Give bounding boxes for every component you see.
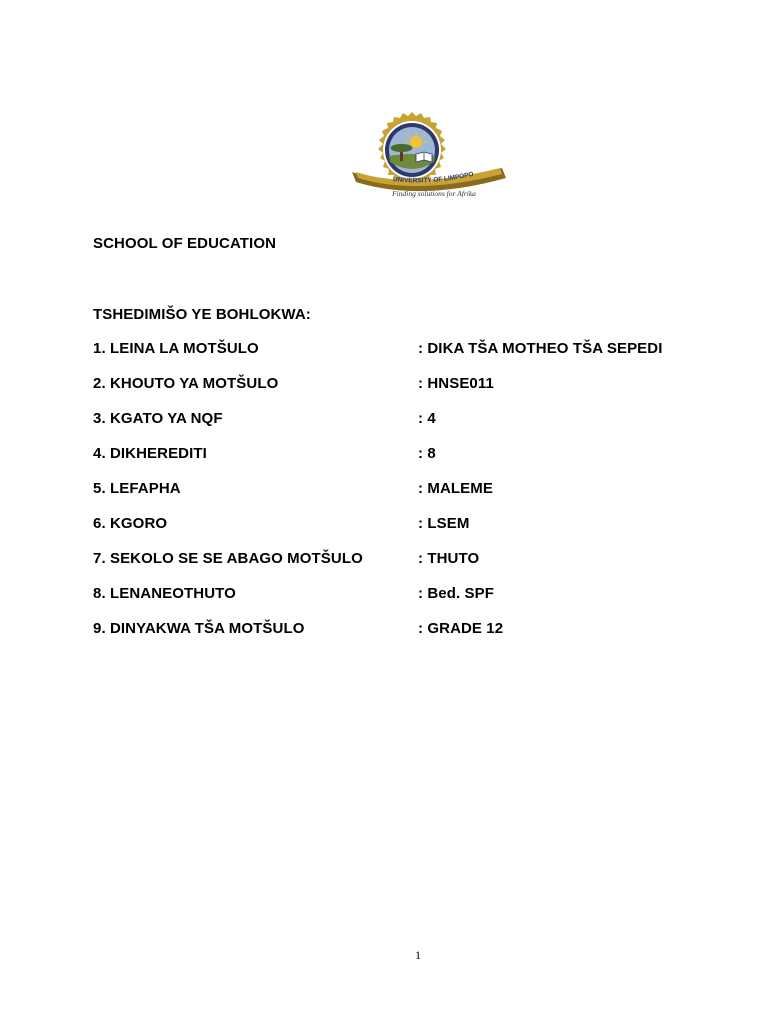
info-label: 2. KHOUTO YA MOTŠULO <box>93 375 279 392</box>
info-row-programme <box>93 585 713 620</box>
info-row-requirements <box>93 620 713 655</box>
info-label: 8. LENANEOTHUTO <box>93 585 236 602</box>
section-heading: TSHEDIMIŠO YE BOHLOKWA: <box>93 306 311 323</box>
info-row-offering-school <box>93 550 713 585</box>
info-row-module-code <box>93 375 713 410</box>
logo-tagline: Finding solutions for Afrika <box>392 189 476 198</box>
info-row-module-name <box>93 340 713 375</box>
info-value: : GRADE 12 <box>418 620 504 637</box>
info-value: : HNSE011 <box>418 375 494 392</box>
info-row-department <box>93 515 713 550</box>
info-value: : 8 <box>418 445 436 462</box>
info-value: : Bed. SPF <box>418 585 495 602</box>
info-row-credits <box>93 445 713 480</box>
school-heading: SCHOOL OF EDUCATION <box>93 235 277 252</box>
info-value: : LSEM <box>418 515 470 532</box>
info-label: 4. DIKHEREDITI <box>93 445 207 462</box>
university-logo <box>350 108 508 200</box>
info-row-faculty <box>93 480 713 515</box>
info-value: : THUTO <box>418 550 480 567</box>
info-label: 7. SEKOLO SE SE ABAGO MOTŠULO <box>93 550 363 567</box>
info-row-nqf-level <box>93 410 713 445</box>
svg-text:UNIVERSITY OF LIMPOPO: UNIVERSITY OF LIMPOPO <box>392 170 475 185</box>
info-label: 6. KGORO <box>93 515 168 532</box>
info-value: : 4 <box>418 410 436 427</box>
page-number: 1 <box>415 948 421 962</box>
info-label: 1. LEINA LA MOTŠULO <box>93 340 259 357</box>
module-info-list <box>93 340 713 655</box>
info-value: : DIKA TŠA MOTHEO TŠA SEPEDI <box>418 340 663 357</box>
university-seal-icon <box>350 108 508 200</box>
info-value: : MALEME <box>418 480 493 497</box>
info-label: 9. DINYAKWA TŠA MOTŠULO <box>93 620 305 637</box>
info-label: 3. KGATO YA NQF <box>93 410 223 427</box>
info-label: 5. LEFAPHA <box>93 480 181 497</box>
